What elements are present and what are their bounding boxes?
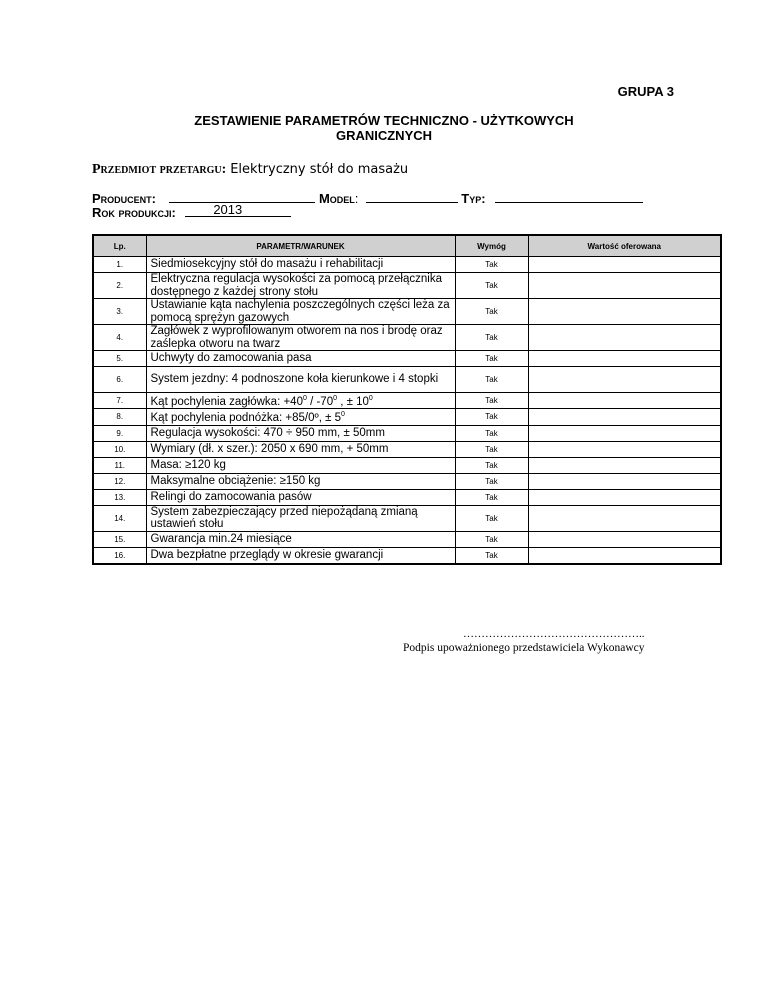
param-text-part: Kąt pochylenia zagłówka: +40 <box>150 395 303 408</box>
title-line-2: GRANICZNYCH <box>335 128 433 143</box>
row-number: 11. <box>93 457 146 473</box>
rok-label: Rok produkcji: <box>92 205 176 220</box>
table-row <box>93 325 721 351</box>
row-requirement: Tak <box>455 409 528 425</box>
row-number: 2. <box>93 273 146 299</box>
row-parameter: Ustawianie kąta nachylenia poszczególnych części leża za pomocą sprężyn gazowych <box>146 299 455 325</box>
signature-caption: Podpis upoważnionego przedstawiciela Wykonawcy <box>403 642 645 654</box>
row-offered-value[interactable] <box>528 393 721 409</box>
table-row <box>93 257 721 273</box>
row-number: 3. <box>93 299 146 325</box>
parameters-table <box>92 234 722 565</box>
degree-superscript: 0 <box>333 395 338 402</box>
table-row <box>93 505 721 531</box>
rok-field[interactable] <box>185 204 291 217</box>
degree-superscript: 0 <box>368 395 373 402</box>
table-row <box>93 547 721 564</box>
row-number: 10. <box>93 441 146 457</box>
row-offered-value[interactable] <box>528 325 721 351</box>
model-label: Model <box>318 191 355 206</box>
subject-label: Przedmiot przetargu: <box>92 162 227 177</box>
row-parameter: System jezdny: 4 podnoszone koła kierunkowe i 4 stopki <box>146 367 455 393</box>
production-year-row <box>92 204 291 220</box>
row-number: 13. <box>93 489 146 505</box>
row-offered-value[interactable] <box>528 257 721 273</box>
degree-superscript: 0 <box>302 395 307 402</box>
title-line-1: ZESTAWIENIE PARAMETRÓW TECHNICZNO - UŻYTKOWYCH <box>194 113 574 128</box>
row-parameter: Masa: ≥120 kg <box>146 457 455 473</box>
row-offered-value[interactable] <box>528 351 721 367</box>
table-row <box>93 441 721 457</box>
document-title <box>0 113 768 143</box>
row-offered-value[interactable] <box>528 441 721 457</box>
producent-label: Producent: <box>92 191 156 206</box>
row-parameter: Dwa bezpłatne przeglądy w okresie gwarancji <box>146 547 455 564</box>
header-offer: Wartość oferowana <box>528 235 721 257</box>
table-row <box>93 351 721 367</box>
row-number: 7. <box>93 393 146 409</box>
row-requirement: Tak <box>455 351 528 367</box>
row-offered-value[interactable] <box>528 273 721 299</box>
table-row <box>93 457 721 473</box>
row-parameter: Siedmiosekcyjny stół do masażu i rehabilitacji <box>146 257 455 273</box>
row-offered-value[interactable] <box>528 457 721 473</box>
row-number: 14. <box>93 505 146 531</box>
rok-value: 2013 <box>213 202 243 217</box>
producent-field[interactable] <box>169 190 315 203</box>
param-text-part: Kąt pochylenia podnóżka: +85/0º, ± 5 <box>150 412 341 425</box>
row-parameter: System zabezpieczający przed niepożądaną zmianą ustawień stołu <box>146 505 455 531</box>
row-requirement: Tak <box>455 273 528 299</box>
row-parameter: Relingi do zamocowania pasów <box>146 489 455 505</box>
subject-value: Elektryczny stół do masażu <box>230 162 409 177</box>
table-row <box>93 299 721 325</box>
row-parameter: Regulacja wysokości: 470 ÷ 950 mm, ± 50mm <box>146 425 455 441</box>
row-requirement: Tak <box>455 489 528 505</box>
row-requirement: Tak <box>455 393 528 409</box>
row-offered-value[interactable] <box>528 409 721 425</box>
row-requirement: Tak <box>455 257 528 273</box>
row-offered-value[interactable] <box>528 299 721 325</box>
row-parameter <box>146 409 455 425</box>
table-row <box>93 409 721 425</box>
typ-label: Typ: <box>461 191 486 206</box>
table-row <box>93 425 721 441</box>
row-requirement: Tak <box>455 441 528 457</box>
row-offered-value[interactable] <box>528 547 721 564</box>
row-number: 6. <box>93 367 146 393</box>
table-row <box>93 531 721 547</box>
table-row <box>93 489 721 505</box>
row-parameter: Uchwyty do zamocowania pasa <box>146 351 455 367</box>
row-number: 15. <box>93 531 146 547</box>
row-number: 4. <box>93 325 146 351</box>
table-row <box>93 367 721 393</box>
table-row <box>93 273 721 299</box>
header-req: Wymóg <box>455 235 528 257</box>
row-number: 5. <box>93 351 146 367</box>
header-lp: Lp. <box>93 235 146 257</box>
header-param: PARAMETR/WARUNEK <box>146 235 455 257</box>
row-parameter: Maksymalne obciążenie: ≥150 kg <box>146 473 455 489</box>
row-offered-value[interactable] <box>528 425 721 441</box>
tender-subject <box>92 160 408 178</box>
param-text-part: / -70 <box>306 395 334 408</box>
degree-superscript: 0 <box>341 411 345 419</box>
row-offered-value[interactable] <box>528 367 721 393</box>
row-parameter: Wymiary (dł. x szer.): 2050 x 690 mm, + 50mm <box>146 441 455 457</box>
row-offered-value[interactable] <box>528 489 721 505</box>
row-number: 16. <box>93 547 146 564</box>
row-number: 1. <box>93 257 146 273</box>
row-requirement: Tak <box>455 425 528 441</box>
signature-line: ………………………………………….. <box>463 628 645 640</box>
row-parameter <box>146 393 455 409</box>
row-requirement: Tak <box>455 473 528 489</box>
row-offered-value[interactable] <box>528 505 721 531</box>
model-colon: : <box>354 192 359 206</box>
row-parameter: Elektryczna regulacja wysokości za pomocą przełącznika dostępnego z każdej strony stołu <box>146 273 455 299</box>
row-offered-value[interactable] <box>528 531 721 547</box>
row-number: 12. <box>93 473 146 489</box>
row-requirement: Tak <box>455 547 528 564</box>
model-field[interactable] <box>366 190 458 203</box>
row-number: 8. <box>93 409 146 425</box>
row-parameter: Gwarancja min.24 miesiące <box>146 531 455 547</box>
row-requirement: Tak <box>455 457 528 473</box>
group-label: GRUPA 3 <box>617 84 674 99</box>
row-requirement: Tak <box>455 367 528 393</box>
table-row <box>93 393 721 409</box>
row-requirement: Tak <box>455 299 528 325</box>
row-number: 9. <box>93 425 146 441</box>
row-offered-value[interactable] <box>528 473 721 489</box>
row-requirement: Tak <box>455 505 528 531</box>
typ-field[interactable] <box>495 190 643 203</box>
row-parameter: Zagłówek z wyprofilowanym otworem na nos i brodę oraz zaślepka otworu na twarz <box>146 325 455 351</box>
row-requirement: Tak <box>455 325 528 351</box>
table-row <box>93 473 721 489</box>
table-header-row <box>93 235 721 257</box>
param-text-part: , ± 10 <box>337 395 369 408</box>
row-requirement: Tak <box>455 531 528 547</box>
